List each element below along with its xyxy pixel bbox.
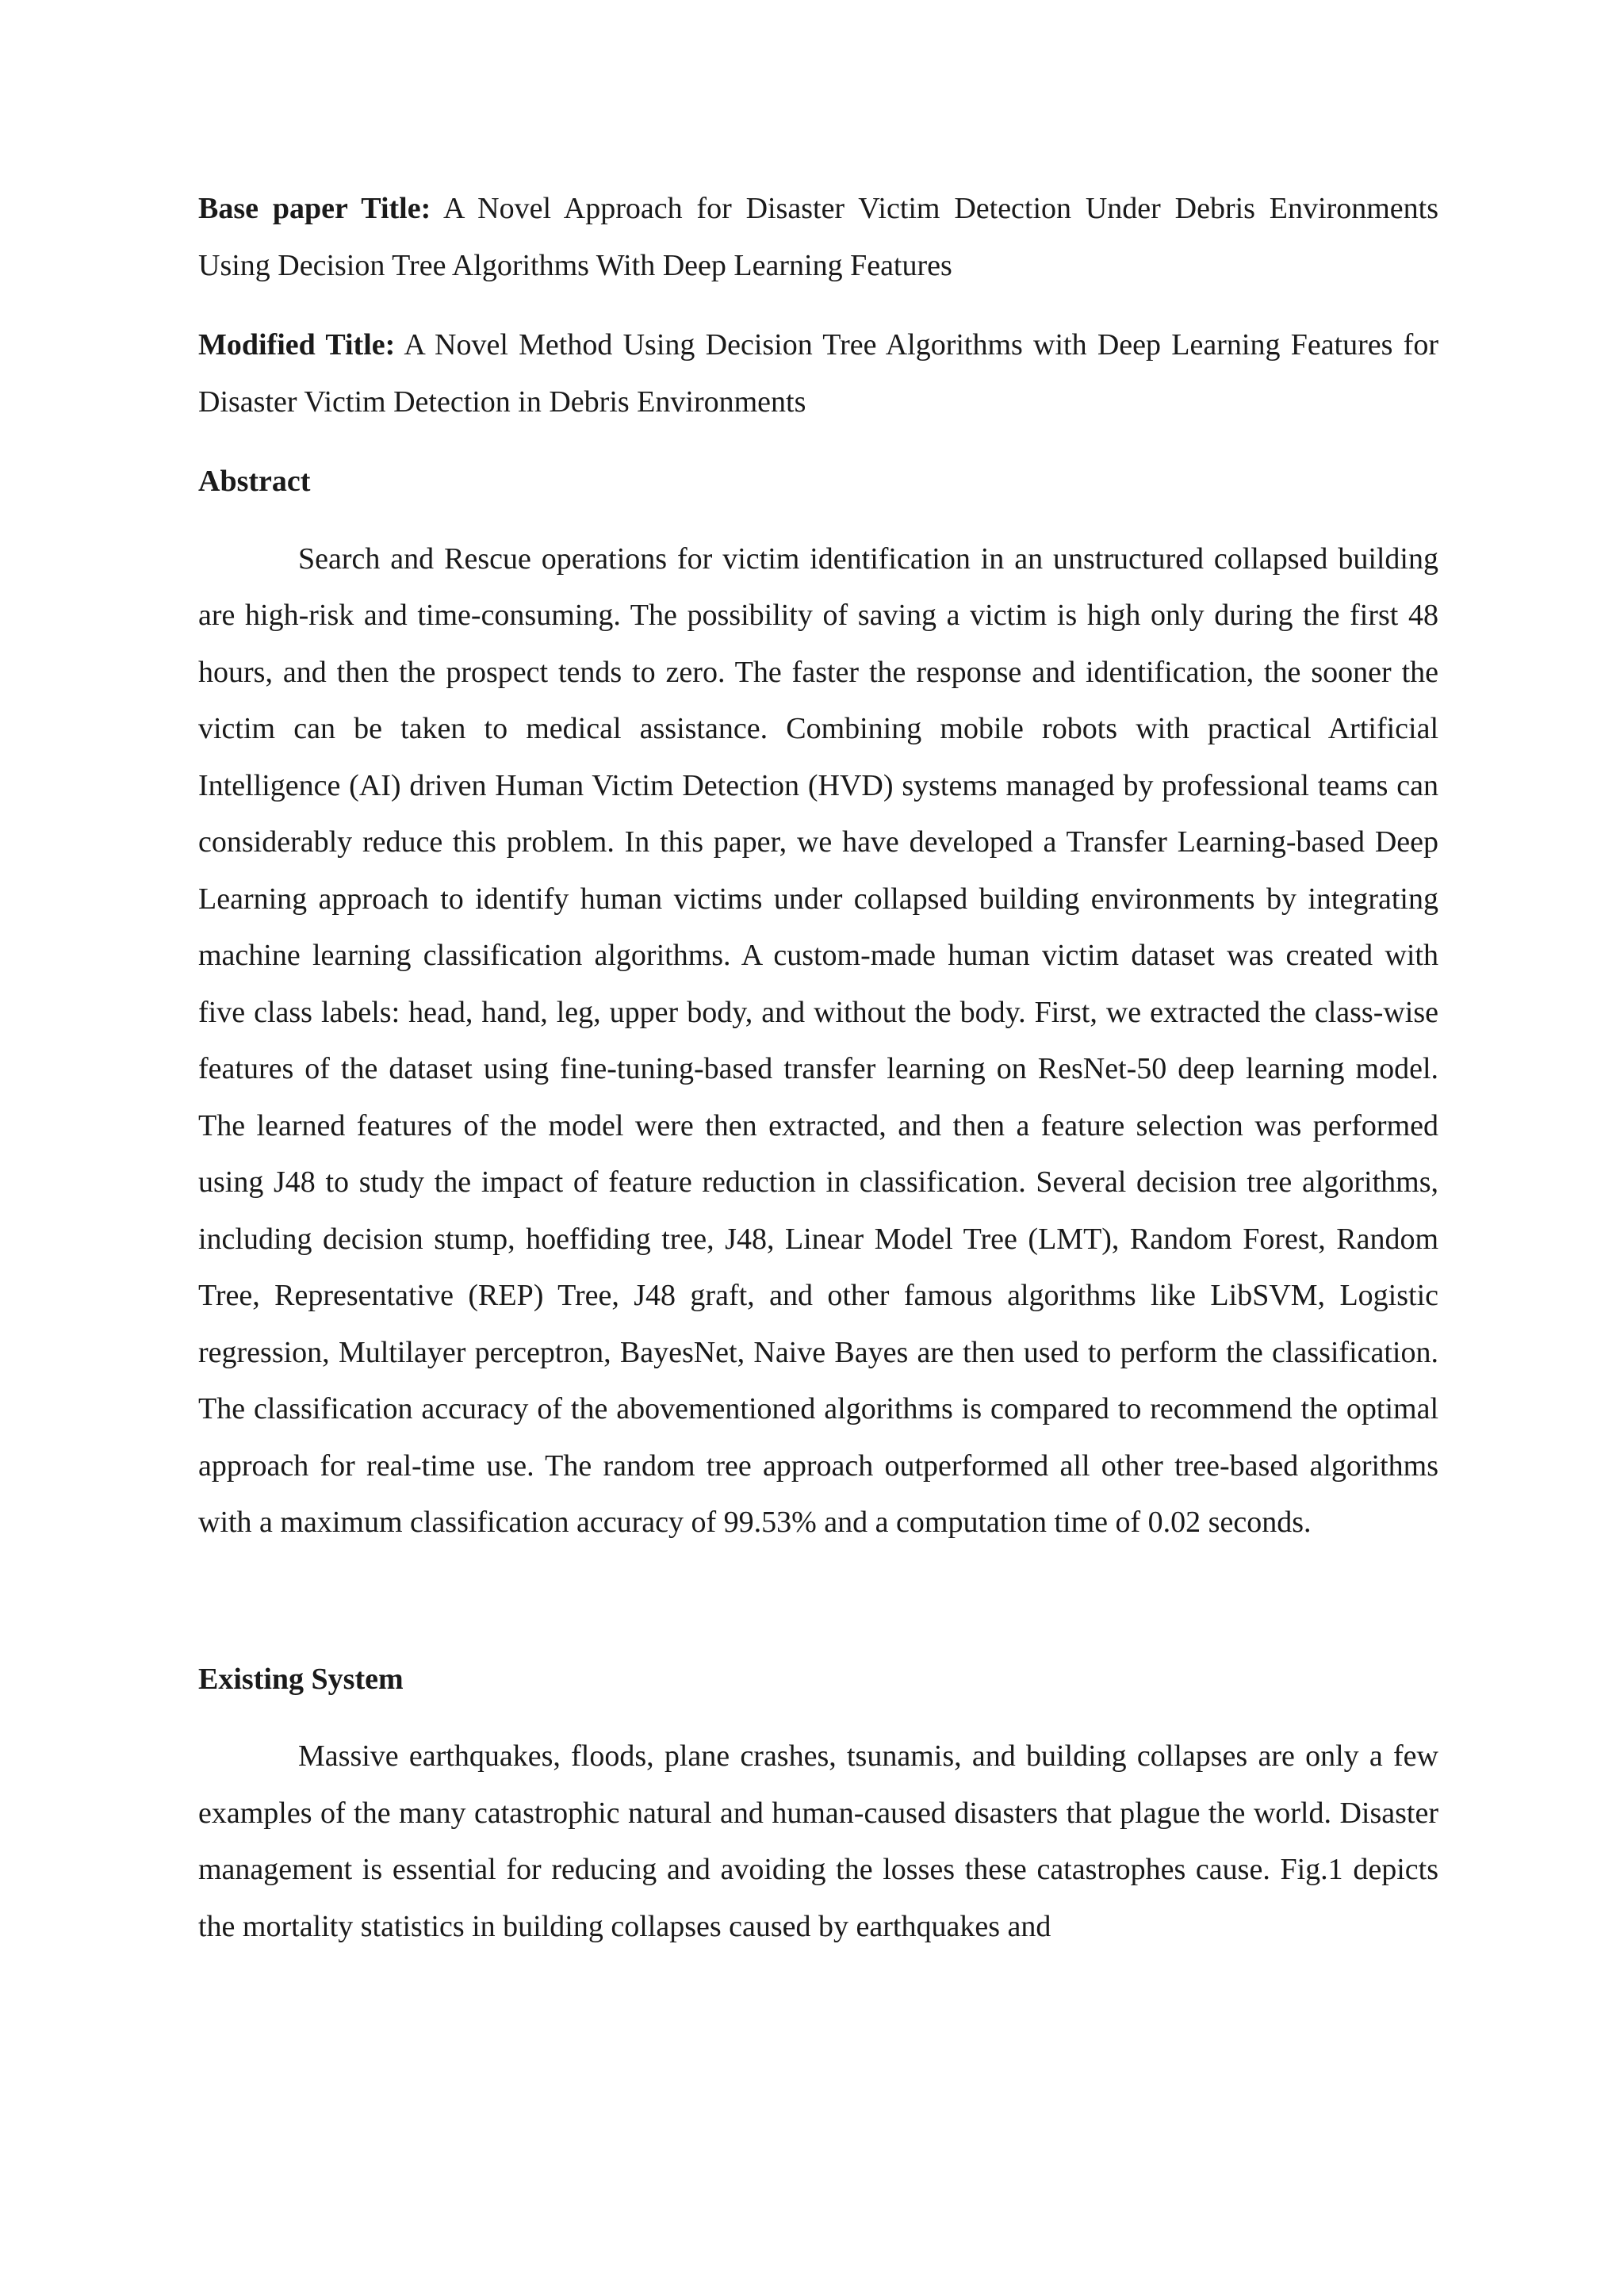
document-page [198, 181, 1438, 1955]
modified-title [198, 317, 1438, 430]
existing-system-body: Massive earthquakes, floods, plane crashes, tsunamis, and building collapses are only a few examples of the many catastrophic natural and human-caused disasters that plague the world. Disaster management is essential for reducing and avoiding the losses these catastrophes cause. Fig.1 depicts the mortality statistics in building collapses caused by earthquakes and [198, 1739, 1438, 1943]
base-paper-title-text: A Novel Approach for Disaster Victim Detection Under Debris Environments Using Decision Tree Algorithms With Deep Learning Features [198, 192, 1438, 282]
abstract-heading: Abstract [198, 465, 311, 498]
modified-title-label: Modified Title: [198, 328, 396, 362]
base-paper-title [198, 181, 1438, 294]
modified-title-text: A Novel Method Using Decision Tree Algorithms with Deep Learning Features for Disaster Victim Detection in Debris Environments [198, 328, 1438, 419]
abstract-body: Search and Rescue operations for victim identification in an unstructured collapsed building are high-risk and time-consuming. The possibility of saving a victim is high only during the first 48 hours, and then the prospect tends to zero. The faster the response and identification, the sooner the victim can be taken to medical assistance. Combining mobile robots with practical Artificial Intelligence (AI) driven Human Victim Detection (HVD) systems managed by professional teams can considerably reduce this problem. In this paper, we have developed a Transfer Learning-based Deep Learning approach to identify human victims under collapsed building environments by integrating machine learning classification algorithms. A custom-made human victim dataset was created with five class labels: head, hand, leg, upper body, and without the body. First, we extracted the class-wise features of the dataset using fine-tuning-based transfer learning on ResNet-50 deep learning model. The learned features of the model were then extracted, and then a feature selection was performed using J48 to study the impact of feature reduction in classification. Several decision tree algorithms, including decision stump, hoeffiding tree, J48, Linear Model Tree (LMT), Random Forest, Random Tree, Representative (REP) Tree, J48 graft, and other famous algorithms like LibSVM, Logistic regression, Multilayer perceptron, BayesNet, Naive Bayes are then used to perform the classification. The classification accuracy of the abovementioned algorithms is compared to recommend the optimal approach for real-time use. The random tree approach outperformed all other tree-based algorithms with a maximum classification accuracy of 99.53% and a computation time of 0.02 seconds. [198, 541, 1438, 1539]
existing-system-heading: Existing System [198, 1662, 404, 1696]
base-paper-title-label: Base paper Title: [198, 192, 431, 225]
